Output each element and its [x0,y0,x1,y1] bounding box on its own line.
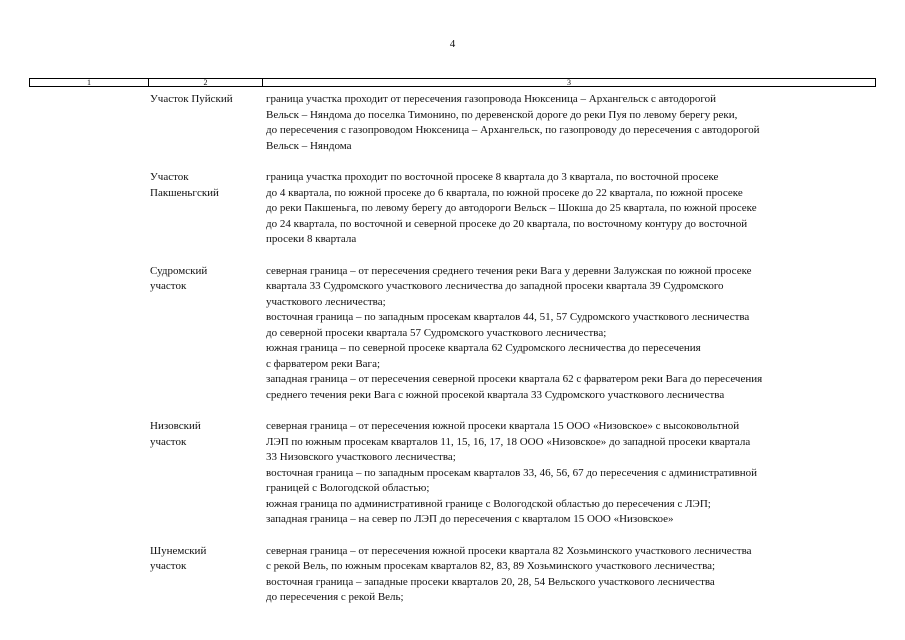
description-line: с рекой Вель, по южным просекам кварталов 82, 83, 89 Хозьминского участкового лесничества; [266,560,716,572]
section-name-line: Шунемский [150,544,207,557]
description-line: до 24 квартала, по восточной и северной просеке до 20 квартала, по восточному контуру до восточной [266,217,748,230]
section-name-line: Судромский [150,264,208,277]
description-line: 33 Низовского участкового лесничества; [266,451,456,463]
description-line: граница участка проходит по восточной просеке 8 квартала до 3 квартала, по восточной просеке [266,171,719,183]
sections-table-body [0,92,905,622]
description-line: до пересечения с газопроводом Нюксеница – Архангельск, по газопроводу до пересечения с автодорогой [266,124,760,136]
description-line: границей с Вологодской областью; [266,482,430,494]
description-line: восточная граница – по западным просекам кварталов 33, 46, 56, 67 до пересечения с административной [266,466,758,479]
column-header-2: 2 [203,78,208,87]
section-name-line: участок [150,435,187,448]
description-line: северная граница – от пересечения южной просеки квартала 82 Хозьминского участкового лесничества [266,544,752,557]
description-line: восточная граница – западные просеки кварталов 20, 28, 54 Вельского участкового лесничества [266,575,715,588]
section-name-line: Участок Пуйский [150,93,233,105]
description-line: ЛЭП по южным просекам кварталов 11, 15, 16, 17, 18 ООО «Низовское» до западной просеки квартала [266,435,751,448]
description-line: северная граница – от пересечения среднего течения реки Вага у деревни Залужская по южной просеке [266,264,752,277]
table-row [0,264,905,404]
description-line: до пересечения с рекой Вель; [266,591,404,603]
description-line: западная граница – от пересечения северной просеки квартала 62 с фарватером реки Вага до пересечения [266,373,763,385]
section-name-line: Низовский [150,420,201,432]
page-number: 4 [449,38,456,50]
section-description [266,419,866,528]
section-name-line: участок [150,280,187,292]
description-line: с фарватером реки Вага; [266,357,381,370]
section-name-line: Пакшеньгский [150,186,219,199]
column-header-1: 1 [87,78,91,87]
section-name [150,419,262,450]
description-line: до реки Пакшеньга, по левому берегу до автодороги Вельск – Шокша до 25 квартала, по южной просеке [266,202,757,214]
table-row [0,170,905,248]
section-name-line: Участок [150,171,189,183]
table-header-row [29,78,876,87]
description-line: до 4 квартала, по южной просеке до 6 квартала, по южной просеке до 22 квартала, по южной просеке [266,186,743,199]
section-description [266,544,866,606]
table-row [0,92,905,154]
section-name [150,264,262,295]
description-line: западная граница – на север по ЛЭП до пересечения с кварталом 15 ООО «Низовское» [266,513,674,525]
description-line: Вельск – Няндома до поселка Тимонино, по деревенской дороге до реки Пуя по левому берегу реки, [266,108,738,121]
description-line: северная граница – от пересечения южной просеки квартала 15 ООО «Низовское» с высоковольтной [266,420,740,432]
section-description [266,264,866,404]
description-line: южная граница по административной границе с Вологодской областью до пересечения с ЛЭП; [266,497,711,510]
section-description [266,92,866,154]
section-name [150,92,262,108]
description-line: восточная граница – по западным просекам кварталов 44, 51, 57 Судромского участкового лесничества [266,311,750,323]
description-line: просеки 8 квартала [266,233,357,245]
description-line: южная граница – по северной просеке квартала 62 Судромского лесничества до пересечения [266,342,701,354]
description-line: до северной просеки квартала 57 Судромского участкового лесничества; [266,326,607,339]
section-name-line: участок [150,560,187,572]
table-row [0,419,905,528]
description-line: граница участка проходит от пересечения газопровода Нюксеница – Архангельск с автодорогой [266,93,717,105]
description-line: Вельск – Няндома [266,139,352,152]
column-header-3: 3 [567,78,571,87]
description-line: участкового лесничества; [266,295,386,308]
section-name [150,170,262,201]
description-line: квартала 33 Судромского участкового лесничества до западной просеки квартала 39 Судромского [266,280,724,292]
description-line: среднего течения реки Вага с южной просекой квартала 33 Судромского участкового лесничества [266,388,725,401]
table-row [0,544,905,606]
section-name [150,544,262,575]
section-description [266,170,866,248]
